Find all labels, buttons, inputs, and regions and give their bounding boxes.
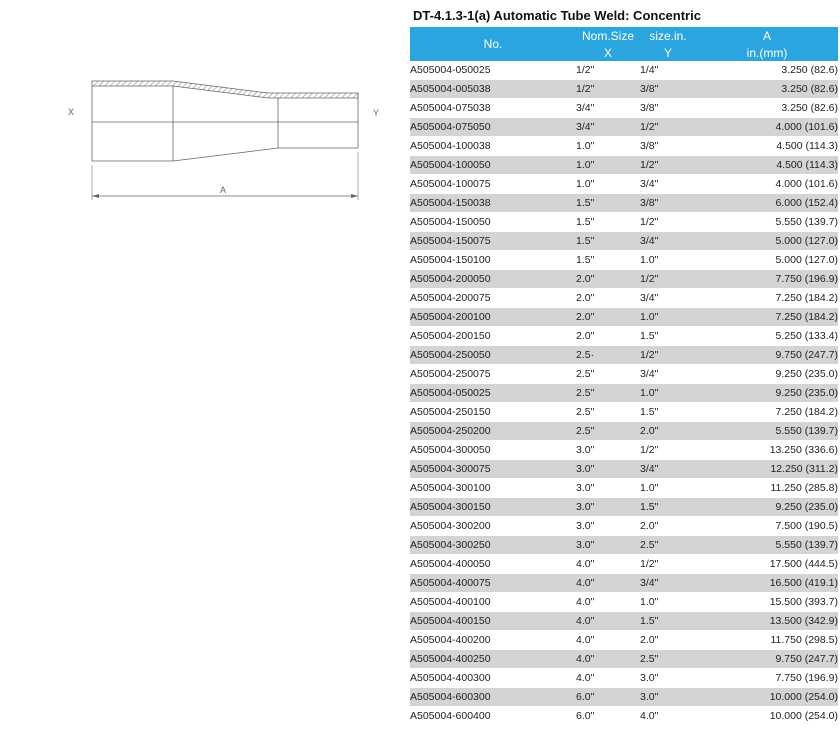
header-y: Y [640, 44, 696, 61]
table-row [410, 479, 838, 498]
table-row [410, 688, 838, 707]
length-a-cell: 7.750 (196.9) [696, 270, 838, 289]
size-x-cell: 4.0" [576, 669, 640, 688]
size-y-cell: 1.0" [640, 593, 696, 612]
part-number-cell: A505004-100075 [410, 175, 576, 194]
size-x-cell: 4.0" [576, 631, 640, 650]
size-x-cell: 3.0" [576, 498, 640, 517]
size-x-cell: 6.0" [576, 688, 640, 707]
length-a-cell: 12.250 (311.2) [696, 460, 838, 479]
table-row [410, 175, 838, 194]
part-number-cell: A505004-150050 [410, 213, 576, 232]
part-number-cell: A505004-600400 [410, 707, 576, 726]
part-number-cell: A505004-300150 [410, 498, 576, 517]
size-y-cell: 1.0" [640, 251, 696, 270]
length-a-cell: 5.250 (133.4) [696, 327, 838, 346]
part-number-cell: A505004-050025 [410, 384, 576, 403]
length-a-cell: 10.000 (254.0) [696, 707, 838, 726]
length-a-cell: 4.500 (114.3) [696, 137, 838, 156]
size-x-cell: 2.5" [576, 403, 640, 422]
size-x-cell: 1/2" [576, 61, 640, 80]
size-x-cell: 2.5" [576, 422, 640, 441]
size-y-cell: 3/8" [640, 99, 696, 118]
size-y-cell: 1/2" [640, 555, 696, 574]
table-row [410, 612, 838, 631]
part-number-cell: A505004-250075 [410, 365, 576, 384]
length-a-cell: 13.500 (342.9) [696, 612, 838, 631]
table-row [410, 137, 838, 156]
size-y-cell: 1/4" [640, 61, 696, 80]
size-y-cell: 4.0" [640, 707, 696, 726]
size-x-cell: 6.0" [576, 707, 640, 726]
size-y-cell: 3.0" [640, 669, 696, 688]
size-x-cell: 1.0" [576, 156, 640, 175]
size-x-cell: 2.0" [576, 327, 640, 346]
header-size-in: size.in. [640, 27, 696, 44]
length-a-cell: 9.250 (235.0) [696, 384, 838, 403]
table-row [410, 289, 838, 308]
length-a-cell: 16.500 (419.1) [696, 574, 838, 593]
part-number-cell: A505004-150075 [410, 232, 576, 251]
table-body [410, 61, 838, 726]
size-y-cell: 3/4" [640, 289, 696, 308]
size-y-cell: 3/4" [640, 232, 696, 251]
length-a-cell: 5.550 (139.7) [696, 536, 838, 555]
part-number-cell: A505004-300250 [410, 536, 576, 555]
size-x-cell: 1.5" [576, 232, 640, 251]
table-row [410, 118, 838, 137]
part-number-cell: A505004-250200 [410, 422, 576, 441]
size-x-cell: 3/4" [576, 99, 640, 118]
size-x-cell: 2.0" [576, 289, 640, 308]
length-a-cell: 11.250 (285.8) [696, 479, 838, 498]
length-a-cell: 9.250 (235.0) [696, 498, 838, 517]
size-y-cell: 3/4" [640, 460, 696, 479]
label-y: Y [372, 108, 380, 118]
size-x-cell: 3.0" [576, 479, 640, 498]
size-x-cell: 4.0" [576, 650, 640, 669]
size-y-cell: 1/2" [640, 156, 696, 175]
table-row [410, 251, 838, 270]
length-a-cell: 15.500 (393.7) [696, 593, 838, 612]
size-x-cell: 1.0" [576, 137, 640, 156]
size-y-cell: 3/4" [640, 574, 696, 593]
part-number-cell: A505004-005038 [410, 80, 576, 99]
size-y-cell: 2.0" [640, 422, 696, 441]
size-y-cell: 1.5" [640, 498, 696, 517]
length-a-cell: 11.750 (298.5) [696, 631, 838, 650]
size-y-cell: 3/4" [640, 365, 696, 384]
table-row [410, 80, 838, 99]
table-row [410, 498, 838, 517]
table-row [410, 156, 838, 175]
table-row [410, 517, 838, 536]
table-row [410, 327, 838, 346]
header-x: X [576, 44, 640, 61]
length-a-cell: 4.500 (114.3) [696, 156, 838, 175]
length-a-cell: 7.500 (190.5) [696, 517, 838, 536]
table-row [410, 194, 838, 213]
table-row [410, 403, 838, 422]
part-number-cell: A505004-400075 [410, 574, 576, 593]
size-x-cell: 3/4" [576, 118, 640, 137]
part-number-cell: A505004-250050 [410, 346, 576, 365]
part-number-cell: A505004-200150 [410, 327, 576, 346]
size-y-cell: 1.5" [640, 403, 696, 422]
table-row [410, 536, 838, 555]
table-row [410, 232, 838, 251]
table-row [410, 555, 838, 574]
length-a-cell: 9.750 (247.7) [696, 346, 838, 365]
length-a-cell: 5.000 (127.0) [696, 232, 838, 251]
size-x-cell: 2.5" [576, 365, 640, 384]
table-row [410, 707, 838, 726]
spec-table [410, 27, 838, 726]
size-x-cell: 3.0" [576, 536, 640, 555]
size-x-cell: 2.5· [576, 346, 640, 365]
part-number-cell: A505004-400050 [410, 555, 576, 574]
length-a-cell: 7.250 (184.2) [696, 308, 838, 327]
part-number-cell: A505004-400200 [410, 631, 576, 650]
size-y-cell: 1/2" [640, 270, 696, 289]
part-number-cell: A505004-075038 [410, 99, 576, 118]
length-a-cell: 4.000 (101.6) [696, 118, 838, 137]
size-y-cell: 3/4" [640, 175, 696, 194]
part-number-cell: A505004-200050 [410, 270, 576, 289]
part-number-cell: A505004-100038 [410, 137, 576, 156]
table-row [410, 441, 838, 460]
length-a-cell: 5.000 (127.0) [696, 251, 838, 270]
size-y-cell: 1/2" [640, 118, 696, 137]
part-number-cell: A505004-200100 [410, 308, 576, 327]
size-y-cell: 1.0" [640, 384, 696, 403]
size-x-cell: 1.5" [576, 194, 640, 213]
length-a-cell: 6.000 (152.4) [696, 194, 838, 213]
length-a-cell: 10.000 (254.0) [696, 688, 838, 707]
length-a-cell: 3.250 (82.6) [696, 61, 838, 80]
size-y-cell: 1.5" [640, 612, 696, 631]
length-a-cell: 9.750 (247.7) [696, 650, 838, 669]
header-no: No. [410, 27, 576, 61]
size-y-cell: 3/8" [640, 80, 696, 99]
length-a-cell: 4.000 (101.6) [696, 175, 838, 194]
size-y-cell: 2.5" [640, 650, 696, 669]
size-x-cell: 4.0" [576, 593, 640, 612]
size-x-cell: 2.0" [576, 308, 640, 327]
part-number-cell: A505004-075050 [410, 118, 576, 137]
size-x-cell: 4.0" [576, 574, 640, 593]
table-row [410, 213, 838, 232]
table-row [410, 422, 838, 441]
page-title: DT-4.1.3-1(a) Automatic Tube Weld: Concentric [413, 8, 701, 23]
part-number-cell: A505004-300200 [410, 517, 576, 536]
part-number-cell: A505004-100050 [410, 156, 576, 175]
table-row [410, 593, 838, 612]
part-number-cell: A505004-300075 [410, 460, 576, 479]
part-number-cell: A505004-050025 [410, 61, 576, 80]
length-a-cell: 13.250 (336.6) [696, 441, 838, 460]
part-number-cell: A505004-150100 [410, 251, 576, 270]
size-y-cell: 1.0" [640, 308, 696, 327]
table-row [410, 346, 838, 365]
size-y-cell: 3/8" [640, 137, 696, 156]
length-a-cell: 7.250 (184.2) [696, 289, 838, 308]
part-number-cell: A505004-400100 [410, 593, 576, 612]
part-number-cell: A505004-400250 [410, 650, 576, 669]
part-number-cell: A505004-200075 [410, 289, 576, 308]
length-a-cell: 17.500 (444.5) [696, 555, 838, 574]
table-row [410, 365, 838, 384]
part-number-cell: A505004-300050 [410, 441, 576, 460]
size-y-cell: 3.0" [640, 688, 696, 707]
size-y-cell: 1/2" [640, 441, 696, 460]
size-y-cell: 1/2" [640, 346, 696, 365]
size-x-cell: 4.0" [576, 555, 640, 574]
table-row [410, 384, 838, 403]
table-row [410, 270, 838, 289]
size-y-cell: 2.0" [640, 631, 696, 650]
size-x-cell: 4.0" [576, 612, 640, 631]
part-number-cell: A505004-400150 [410, 612, 576, 631]
size-y-cell: 1/2" [640, 213, 696, 232]
length-a-cell: 5.550 (139.7) [696, 422, 838, 441]
length-a-cell: 7.250 (184.2) [696, 403, 838, 422]
length-a-cell: 3.250 (82.6) [696, 80, 838, 99]
table-row [410, 631, 838, 650]
header-a-unit: in.(mm) [696, 44, 838, 61]
header-a: A [696, 27, 838, 44]
label-x: X [67, 107, 75, 117]
length-a-cell: 5.550 (139.7) [696, 213, 838, 232]
table-row [410, 99, 838, 118]
size-x-cell: 1/2" [576, 80, 640, 99]
length-a-cell: 3.250 (82.6) [696, 99, 838, 118]
table-row [410, 669, 838, 688]
table-row [410, 308, 838, 327]
reducer-wall-hatch [92, 81, 358, 98]
size-x-cell: 1.0" [576, 175, 640, 194]
part-number-cell: A505004-300100 [410, 479, 576, 498]
size-x-cell: 3.0" [576, 517, 640, 536]
label-a: A [219, 185, 227, 195]
size-x-cell: 1.5" [576, 213, 640, 232]
reducer-drawing [58, 70, 388, 210]
size-x-cell: 3.0" [576, 441, 640, 460]
table-row [410, 61, 838, 80]
length-a-cell: 7.750 (196.9) [696, 669, 838, 688]
size-x-cell: 2.5" [576, 384, 640, 403]
table-row [410, 574, 838, 593]
size-x-cell: 1.5" [576, 251, 640, 270]
part-number-cell: A505004-600300 [410, 688, 576, 707]
part-number-cell: A505004-150038 [410, 194, 576, 213]
table-header-row [410, 27, 838, 44]
table-row [410, 460, 838, 479]
size-y-cell: 1.5" [640, 327, 696, 346]
part-number-cell: A505004-250150 [410, 403, 576, 422]
part-number-cell: A505004-400300 [410, 669, 576, 688]
table-row [410, 650, 838, 669]
size-y-cell: 1.0" [640, 479, 696, 498]
size-y-cell: 2.0" [640, 517, 696, 536]
header-nom-size: Nom.Size [576, 27, 640, 44]
size-y-cell: 2.5" [640, 536, 696, 555]
length-a-cell: 9.250 (235.0) [696, 365, 838, 384]
size-x-cell: 2.0" [576, 270, 640, 289]
size-x-cell: 3.0" [576, 460, 640, 479]
size-y-cell: 3/8" [640, 194, 696, 213]
